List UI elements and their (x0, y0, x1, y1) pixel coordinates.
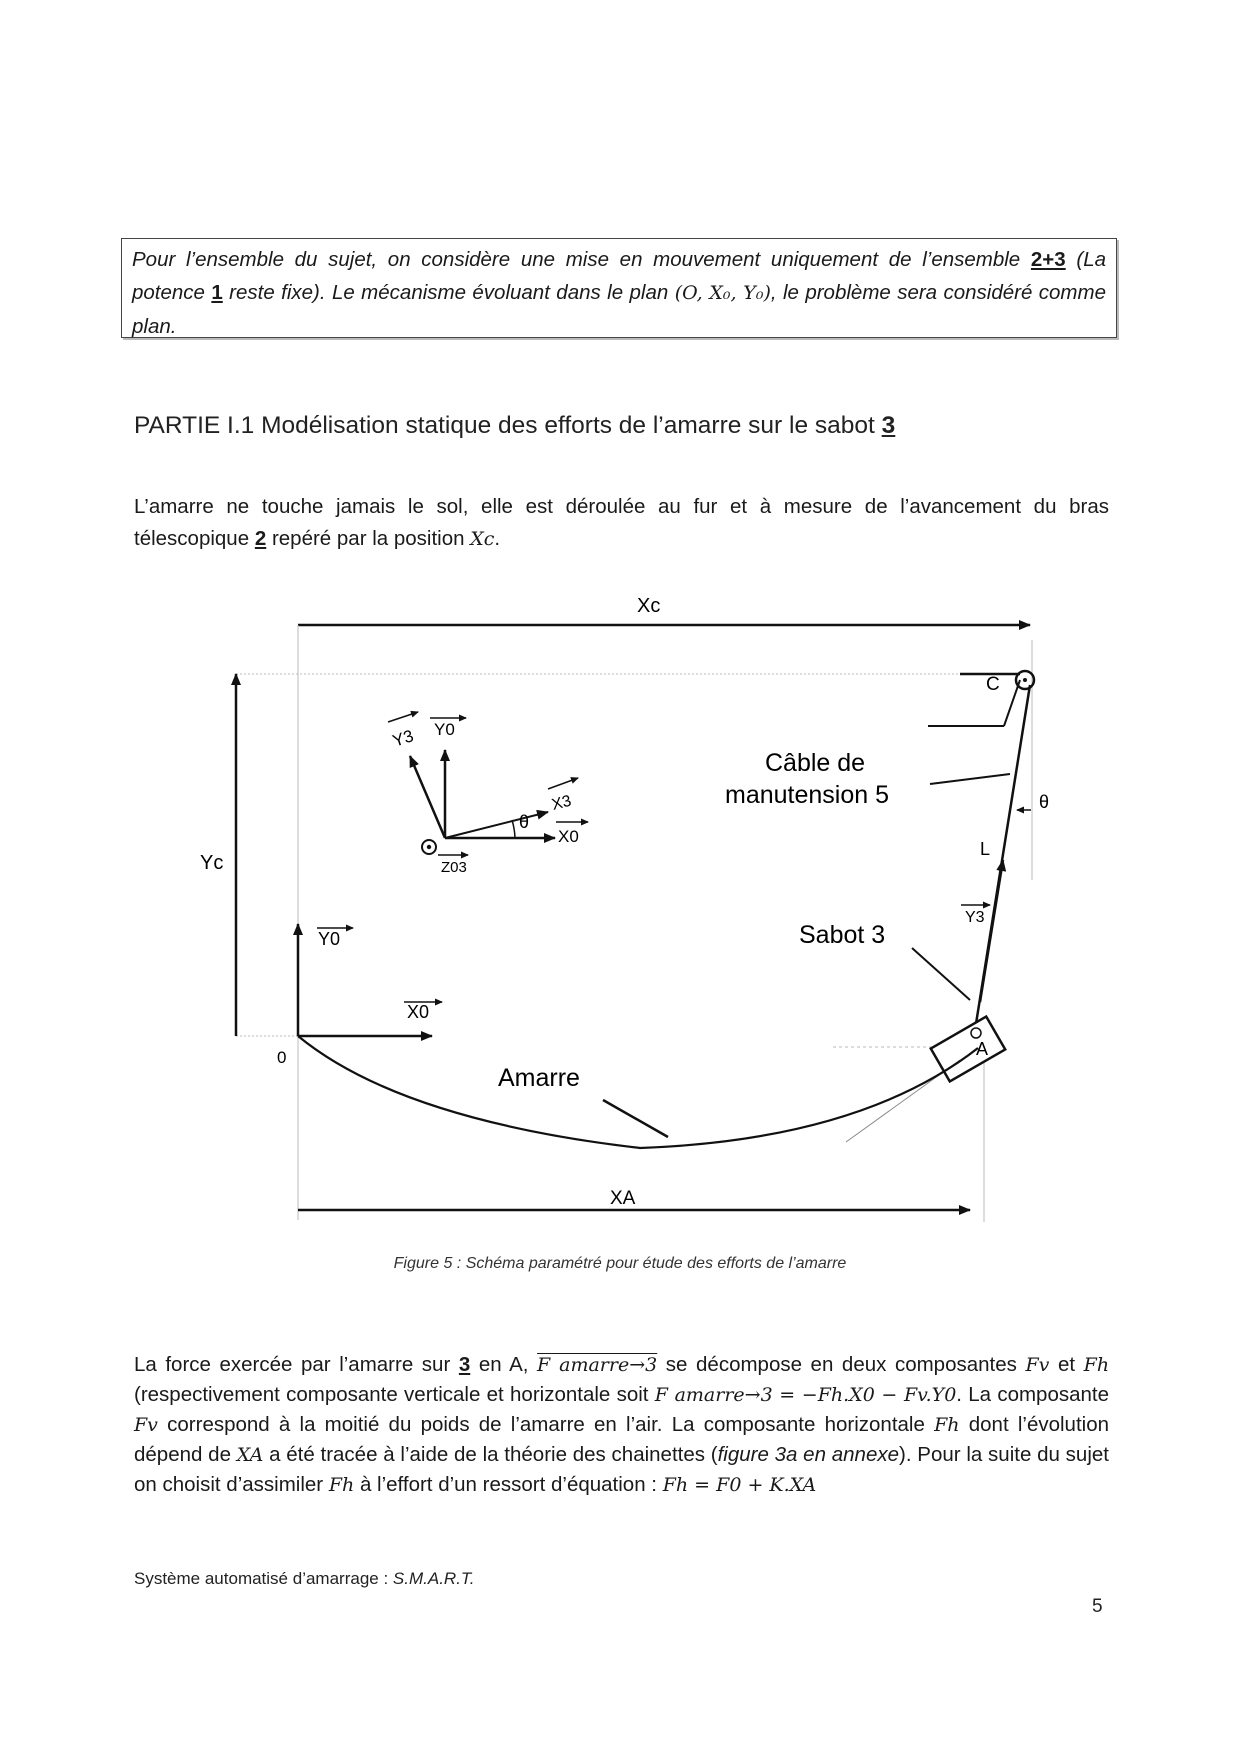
amarre-leader (603, 1100, 668, 1137)
frame-z03-label: Z03 (441, 859, 467, 876)
page-number: 5 (1092, 1596, 1103, 1617)
footer-title (134, 1569, 474, 1589)
amarre-label: Amarre (498, 1064, 580, 1092)
note-line1: Pour l’ensemble du sujet, on considère une mise en mouvement uniquement de l’ensemble (132, 248, 1021, 271)
figure-caption: Figure 5 : Schéma paramétré pour étude des efforts de l’amarre (393, 1255, 847, 1272)
body-p5: . La composante (956, 1383, 1109, 1406)
xc-symbol: Xc (470, 528, 495, 550)
footer-title-text: Système automatisé d’amarrage : (134, 1569, 389, 1588)
frame-x0-label: X0 (558, 827, 579, 846)
a-label: A (976, 1039, 989, 1059)
fh-symbol-2: Fh (934, 1414, 960, 1436)
body-p8: a été tracée à l’aide de la théorie des chainettes ( (269, 1443, 718, 1466)
body-p1: La force exercée par l’amarre sur (134, 1353, 451, 1376)
body-p10: à l’effort d’un ressort d’équation : (359, 1473, 658, 1496)
body-p9: ). Pour la suite du sujet on choisit d’assimiler (134, 1443, 1109, 1496)
spring-equation: Fh = F0 + K.XA (662, 1474, 817, 1496)
body-p3: se décompose en deux composantes (665, 1353, 1017, 1376)
body-num3: 3 (458, 1353, 471, 1376)
frame-theta-arc (512, 820, 515, 838)
yc-label: Yc (200, 852, 224, 874)
cable-y3-label: Y3 (965, 909, 985, 926)
fv-symbol-2: Fv (134, 1414, 158, 1436)
cable-leader (930, 774, 1010, 784)
fh-symbol-3: Fh (328, 1474, 355, 1496)
frame-x3-overarrow (548, 778, 578, 789)
plane-notation: (O, X₀, Y₀) (674, 282, 771, 304)
footer-acronym: S.M.A.R.T. (392, 1569, 475, 1588)
fv-symbol: Fv (1025, 1354, 1050, 1376)
frame-y3-label: Y3 (390, 726, 416, 751)
point-a (971, 1028, 981, 1038)
origin-label: 0 (277, 1048, 287, 1067)
body-p6: correspond à la moitié du poids de l’amarre en l’air. La composante horizontale (167, 1413, 925, 1436)
xa-symbol: XA (236, 1444, 264, 1466)
mooring-line-curve (298, 1036, 978, 1148)
intro-end: . (494, 527, 501, 550)
intro-number: 2 (254, 527, 267, 550)
body-p4: (respectivement composante verticale et horizontale soit (134, 1383, 649, 1406)
origin-y0-label: Y0 (318, 929, 341, 949)
cable-y3-arrow (980, 860, 1003, 1002)
heading-text: PARTIE I.1 Modélisation statique des efforts de l’amarre sur le sabot (134, 412, 875, 439)
cable-label-line1: Câble de (765, 749, 866, 777)
xa-label: XA (610, 1188, 636, 1209)
sabot-label: Sabot 3 (799, 921, 886, 949)
body-p7: dont l’évolution dépend de (134, 1413, 1110, 1466)
frame-x3-axis (445, 812, 548, 838)
xc-label: Xc (637, 595, 661, 617)
frame-theta-label: θ (519, 812, 530, 832)
heading-number: 3 (881, 412, 896, 439)
assembly-number: 2+3 (1030, 248, 1066, 271)
frame-x3-label: X3 (550, 792, 574, 814)
theta-label: θ (1039, 792, 1050, 812)
cable-label-line2: manutension 5 (725, 781, 890, 809)
potence-number: 1 (211, 281, 223, 304)
sabot-leader (912, 948, 970, 1000)
force-equation: F amarre→3 = −Fh.X0 − Fv.Y0 (654, 1384, 957, 1406)
note-line2c: , le problème sera considéré comme plan. (132, 281, 1106, 338)
l-label: L (980, 839, 991, 859)
fh-symbol: Fh (1083, 1354, 1110, 1376)
frame-y3-overarrow (388, 712, 418, 722)
body-and: et (1057, 1353, 1076, 1376)
note-line2a: (La potence (132, 248, 1107, 304)
frame-y0-label: Y0 (434, 720, 455, 739)
frame-y3-axis (410, 756, 445, 838)
origin-x0-label: X0 (407, 1002, 430, 1022)
intro-text-a: L’amarre ne touche jamais le sol, elle est déroulée au fur et à mesure de l’avancement du bras télescopique (134, 495, 1109, 550)
figure-reference: figure 3a en annexe (717, 1443, 899, 1466)
f-amarre-symbol: F amarre→3 (537, 1354, 658, 1376)
body-p2: en A, (478, 1353, 529, 1376)
body-paragraph (134, 1350, 1109, 1500)
note-line2b: reste fixe). Le mécanisme évoluant dans le plan (229, 281, 669, 304)
intro-text-b: repéré par la position (271, 527, 465, 550)
c-label: C (986, 674, 1000, 695)
